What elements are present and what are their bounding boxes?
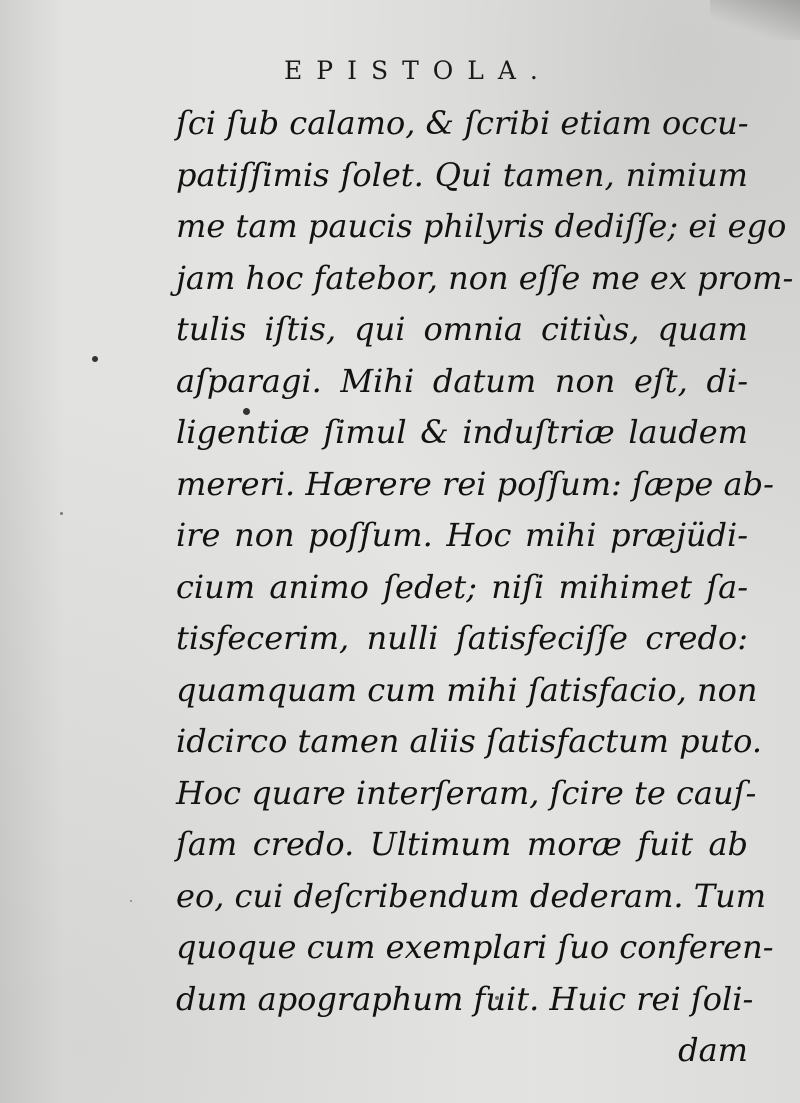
text-line: ſci ſub calamo, & ſcribi etiam occu-: [176, 104, 749, 142]
running-head: EPISTOLA.: [284, 56, 552, 85]
text-line: ligentiæ ſimul & induſtriæ laudem: [176, 413, 748, 451]
text-line: cium animo ſedet; niſi mihimet ſa-: [176, 567, 748, 606]
text-line: idcirco tamen aliis ſatisfactum puto.: [176, 722, 762, 760]
text-line: patiſſimis ſolet. Qui tamen, nimium: [176, 155, 748, 194]
body-text: [176, 98, 794, 1077]
text-line: mereri. Hærere rei poſſum: ſæpe ab-: [176, 464, 774, 503]
text-line: ſam credo. Ultimum moræ fuit ab: [176, 825, 748, 863]
ink-speck: [60, 512, 63, 515]
text-line: jam hoc fatebor, non eſſe me ex prom-: [176, 258, 794, 297]
ink-speck: [130, 900, 132, 902]
text-line: aſparagi. Mihi datum non eſt, di-: [176, 361, 748, 400]
text-line: tulis iſtis, qui omnia citiùs, quam: [176, 310, 748, 348]
text-line: tisfecerim, nulli ſatisfeciſſe credo:: [176, 619, 748, 657]
text-line: quamquam cum mihi ſatisfacio, non: [176, 670, 758, 709]
text-line: eo, cui deſcribendum dederam. Tum: [176, 876, 767, 915]
text-line: quoque cum exemplari ſuo conferen-: [176, 928, 774, 966]
text-line: me tam paucis philyris dediſſe; ei ego: [176, 207, 787, 245]
text-line: ire non poſſum. Hoc mihi præjüdi-: [176, 516, 748, 554]
page-corner-shadow: [710, 0, 800, 40]
ink-speck: [92, 356, 98, 362]
text-line: dum apographum fuit. Huic rei ſoli-: [176, 979, 754, 1018]
catchword: dam: [678, 1031, 748, 1069]
text-line: Hoc quare interſeram, ſcire te cauſ-: [176, 773, 757, 812]
